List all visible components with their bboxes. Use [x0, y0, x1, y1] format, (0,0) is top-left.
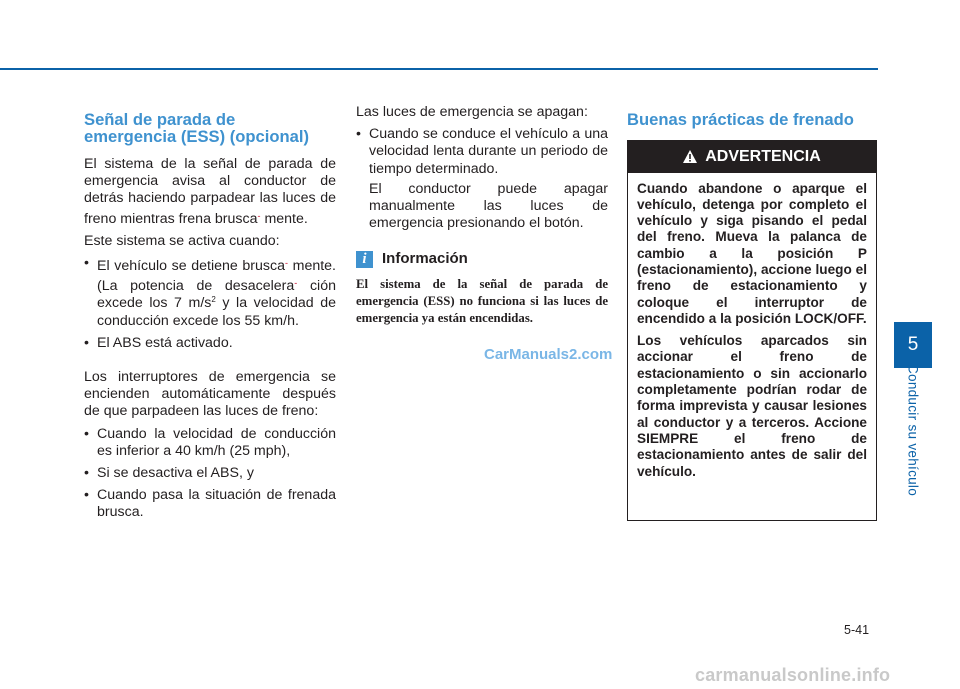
list-item: • Cuando la velocidad de conducción es inferior a 40 km/h (25 mph), — [84, 426, 336, 460]
column-brakes — [627, 112, 877, 521]
hyphen-mark: - — [294, 278, 298, 289]
column-lights-off — [356, 104, 608, 328]
bullet1-d: y la velocidad de conducción excede los 55 km/h. — [97, 295, 336, 329]
chapter-tab: 5 — [894, 322, 932, 368]
column-ess — [84, 112, 336, 527]
warning-box — [627, 140, 877, 521]
footer-watermark: carmanualsonline.info — [695, 665, 891, 685]
lights-off-label: Las luces de emergencia se apagan: — [356, 104, 588, 120]
info-icon: i — [356, 251, 373, 268]
hyphen-mark: - — [257, 210, 261, 221]
bullet6-text: Cuando se conduce el vehículo a una velocidad lenta durante un periodo de tiempo determinado. — [369, 126, 608, 177]
info-title: Información — [382, 250, 468, 268]
ess-heading-line1: Señal de parada de — [84, 110, 236, 129]
list-item — [84, 255, 336, 330]
info-header — [356, 250, 608, 267]
hyphen-mark: - — [285, 258, 289, 269]
top-rule — [0, 68, 878, 70]
warning-body — [628, 173, 876, 480]
manual-text: El conductor puede apagar manualmente las luces de emergencia presionando el botón. — [369, 180, 608, 232]
info-body: El sistema de la señal de parada de emergencia (ESS) no funciona si las luces de emergencia ya están encendidas. — [356, 276, 608, 326]
bullet1-c: ción excede los 7 m/s — [97, 278, 336, 312]
ess-heading — [84, 112, 336, 145]
chapter-title: Conducir su vehículo — [905, 363, 921, 497]
ess-intro — [84, 156, 336, 228]
warning-triangle-icon — [683, 150, 697, 163]
warning-paragraph-2: Los vehículos aparcados sin accionar el freno de estacionamiento o sin accionarlo completamente podrían rodar de forma imprevista y causar lesiones al conductor y a terceros. Accione SIEMPRE el freno de estacionamiento antes de salir del vehículo. — [637, 333, 867, 479]
bullet1-b: mente. (La potencia de desacelera — [97, 258, 336, 295]
ess-switches-text: Los interruptores de emergencia se encienden automáticamente después de que parpadeen las luces de freno: — [84, 369, 336, 420]
list-item — [356, 126, 608, 232]
warning-paragraph-1: Cuando abandone o aparque el vehículo, detenga por completo el vehículo y siga pisando el pedal del freno. Mueva la palanca de cambio a la posición P (estacionamiento), accione luego el freno de estacionamiento y coloque el interruptor de encendido a la posición LOCK/OFF. — [637, 180, 867, 326]
list-item: • Cuando pasa la situación de frenada brusca. — [84, 487, 336, 521]
spacer — [84, 357, 336, 369]
warning-title: ADVERTENCIA — [705, 147, 821, 165]
watermark-link[interactable]: CarManuals2.com — [484, 346, 613, 363]
superscript: 2 — [211, 295, 216, 305]
ess-switches-list — [84, 426, 336, 522]
ess-activates-label: Este sistema se activa cuando: — [84, 232, 280, 249]
ess-intro-end: mente. — [264, 210, 308, 227]
brakes-heading: Buenas prácticas de frenado — [627, 110, 854, 129]
ess-heading-line2: emergencia (ESS) (opcional) — [84, 126, 309, 146]
warning-header — [628, 141, 876, 173]
page-number: 5-41 — [844, 623, 870, 637]
list-item: • Si se desactiva el ABS, y — [84, 465, 336, 482]
ess-intro-text: El sistema de la señal de parada de emergencia avisa al conductor de detrás haciendo parpadear las luces de freno mientras frena brusca — [84, 156, 336, 227]
list-item: • El ABS está activado. — [84, 335, 336, 352]
bullet1-a: El vehículo se detiene brusca — [97, 258, 286, 275]
ess-activation-list — [84, 255, 336, 352]
lights-off-list — [356, 126, 608, 232]
